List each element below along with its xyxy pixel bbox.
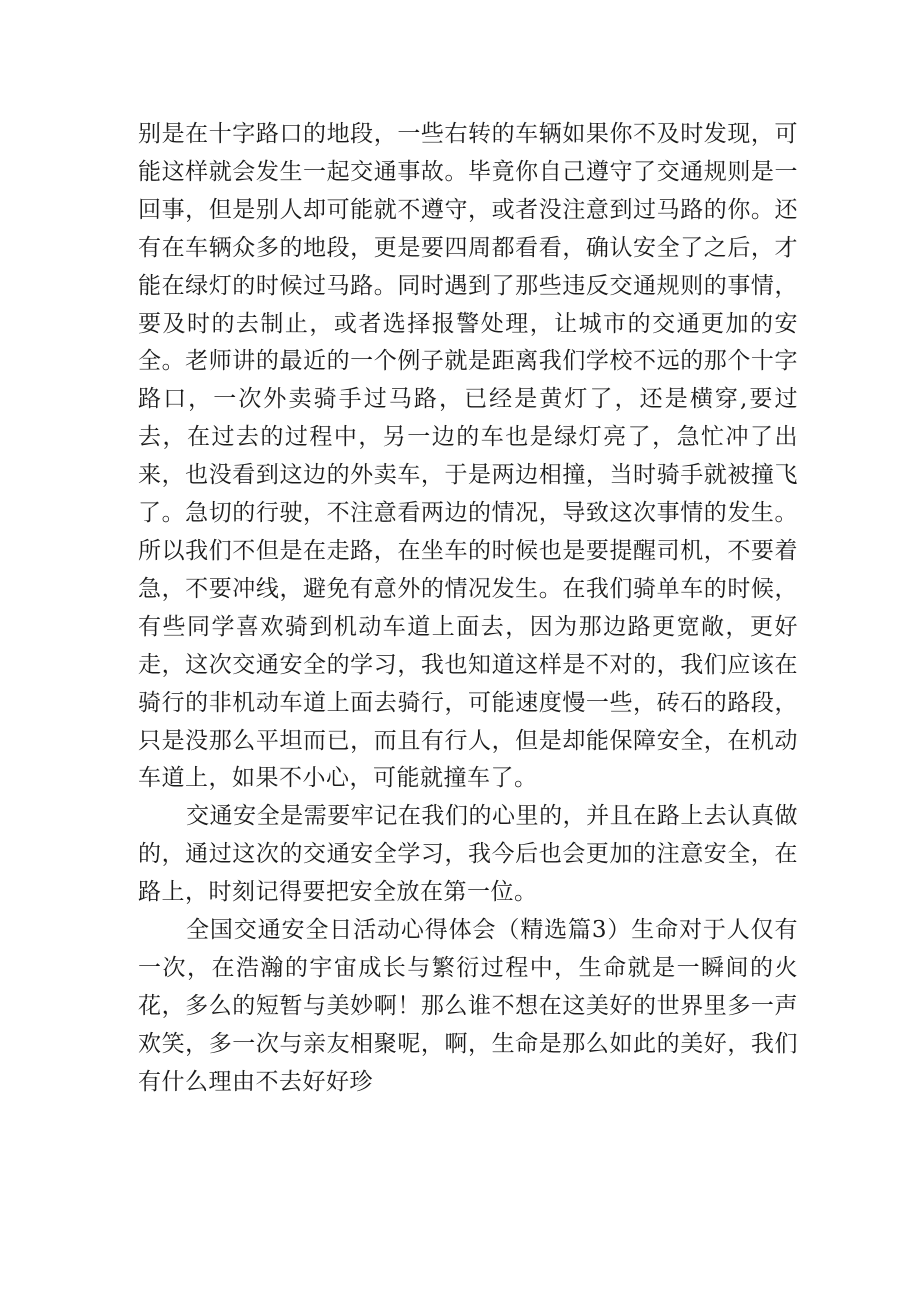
paragraph-section-3: 全国交通安全日活动心得体会（精选篇3）生命对于人仅有一次，在浩瀚的宇宙成长与繁衍过程中，生命就是一瞬间的火花，多么的短暂与美妙啊！那么谁不想在这美好的世界里多一声欢笑，多一次与亲友相聚呢，啊，生命是那么如此的美好，我们有什么理由不去好好珍	[138, 917, 798, 1095]
document-page	[138, 116, 798, 1102]
paragraph-summary: 交通安全是需要牢记在我们的心里的，并且在路上去认真做的，通过这次的交通安全学习，我今后也会更加的注意安全，在路上，时刻记得要把安全放在第一位。	[138, 803, 798, 906]
paragraph-continuation: 别是在十字路口的地段，一些右转的车辆如果你不及时发现，可能这样就会发生一起交通事故。毕竟你自己遵守了交通规则是一回事，但是别人却可能就不遵守，或者没注意到过马路的你。还有在车辆众多的地段，更是要四周都看看，确认安全了之后，才能在绿灯的时候过马路。同时遇到了那些违反交通规则的事情，要及时的去制止，或者选择报警处理，让城市的交通更加的安全。老师讲的最近的一个例子就是距离我们学校不远的那个十字路口，一次外卖骑手过马路，已经是黄灯了，还是横穿,要过去，在过去的过程中，另一边的车也是绿灯亮了，急忙冲了出来，也没看到这边的外卖车，于是两边相撞，当时骑手就被撞飞了。急切的行驶，不注意看两边的情况，导致这次事情的发生。所以我们不但是在走路，在坐车的时候也是要提醒司机，不要着急，不要冲线，避免有意外的情况发生。在我们骑单车的时候，有些同学喜欢骑到机动车道上面去，因为那边路更宽敞，更好走，这次交通安全的学习，我也知道这样是不对的，我们应该在骑行的非机动车道上面去骑行，可能速度慢一些，砖石的路段，只是没那么平坦而已，而且有行人，但是却能保障安全，在机动车道上，如果不小心，可能就撞车了。	[138, 121, 798, 792]
